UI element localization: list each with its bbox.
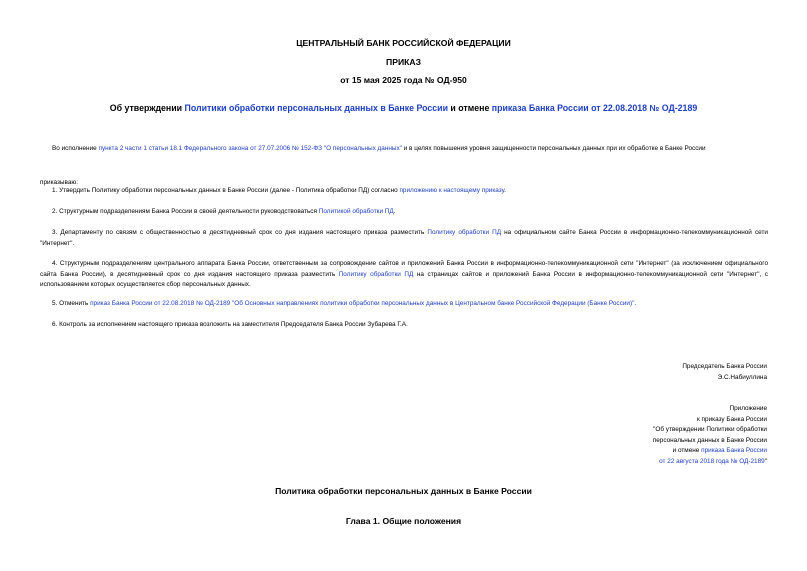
item-5-text: 5. Отменить [52,300,91,307]
appendix-line-5 [653,446,767,457]
title-link-policy[interactable]: Политики обработки персональных данных в Банке России [184,103,448,113]
appendix-order-link[interactable]: приказа Банка России [701,447,767,454]
appendix-line-4: персональных данных в Банке России [652,436,767,444]
chapter-title: Глава 1. Общие положения [345,516,462,526]
document-title [0,103,807,113]
policy-title: Политика обработки персональных данных в Банке России [275,486,532,496]
item-2 [40,207,768,218]
org-heading: ЦЕНТРАЛЬНЫЙ БАНК РОССИЙСКОЙ ФЕДЕРАЦИИ [296,38,511,48]
item-2-link[interactable]: Политикой обработки ПД [318,208,394,215]
item-5-link[interactable]: приказ Банка России от 22.08.2018 № ОД-2189 "Об Основных направлениях политики обработки персональных данных в Центральном банке Российской Федерации (Банке России)" [90,300,635,307]
order-word: приказываю: [40,179,78,186]
appendix-line-2: к приказу Банка России [696,415,767,423]
title-prefix: Об утверждении [109,103,185,113]
signature-name: Э.С.Набиуллина [717,373,767,381]
appendix-line-5-text: и отмене [672,447,702,454]
item-2-tail: . [393,208,396,215]
doc-type-heading: ПРИКАЗ [386,57,421,67]
item-3-link[interactable]: Политику обработки ПД [427,229,502,236]
signature-block [682,362,767,383]
intro-paragraph [40,144,768,155]
item-4-text: 4. Структурным подразделениям центрального аппарата Банка России, ответственным за сопровождение сайтов и приложений Банка России в информационно-телекоммуникационной сети "Интернет" (за исключением официального сайта Банка России), в десятидневный срок со дня издания настоящего приказа разместить [40,260,768,278]
intro-law-link[interactable]: пункта 2 части 1 статьи 18.1 Федерального закона от 27.07.2006 № 152-ФЗ "О персональных данных" [98,145,402,152]
item-3 [40,228,768,249]
item-3-tail: на официальном сайте Банка России в информационно-телекоммуникационной сети "Интернет". [40,229,768,247]
title-link-order[interactable]: приказа Банка России от 22.08.2018 № ОД-2189 [491,103,698,113]
item-1-text: 1. Утвердить Политику обработки персональных данных в Банке России (далее - Политика обработки ПД) согласно [52,187,400,194]
appendix-line-6-tail: " [764,457,767,465]
appendix-block [653,404,767,467]
title-middle: и отмене [447,103,492,113]
appendix-date-link[interactable]: от 22 августа 2018 года № ОД-2189 [659,457,765,465]
item-1-tail: . [504,187,506,194]
date-number-heading: от 15 мая 2025 года № ОД-950 [340,75,467,85]
item-3-text: 3. Департаменту по связям с общественностью в десятидневный срок со дня издания настоящего приказа разместить [52,229,428,236]
item-5-tail: . [634,300,637,307]
appendix-line-6 [653,457,767,468]
appendix-line-1: Приложение [729,405,767,412]
item-6: 6. Контроль за исполнением настоящего приказа возложить на заместителя Председателя Банка России Зубарева Г.А. [52,321,408,328]
item-1 [40,186,768,197]
signature-position: Председатель Банка России [682,363,767,370]
item-5 [40,299,768,310]
item-4-tail: на страницах сайтов и приложений Банка России в информационно-телекоммуникационной сети "Интернет", с использованием которых осуществляется сбор персональных данных. [40,270,768,288]
item-2-text: 2. Структурным подразделениям Банка России в своей деятельности руководствоваться [52,208,319,215]
intro-text: Во исполнение [52,145,99,152]
appendix-line-3: "Об утверждении Политики обработки [653,426,767,433]
item-4 [40,259,768,291]
intro-text-tail: и в целях повышения уровня защищенности персональных данных при их обработке в Банке России [401,145,706,152]
item-4-link[interactable]: Политику обработки ПД [338,270,414,278]
item-1-link[interactable]: приложению к настоящему приказу [399,187,505,194]
